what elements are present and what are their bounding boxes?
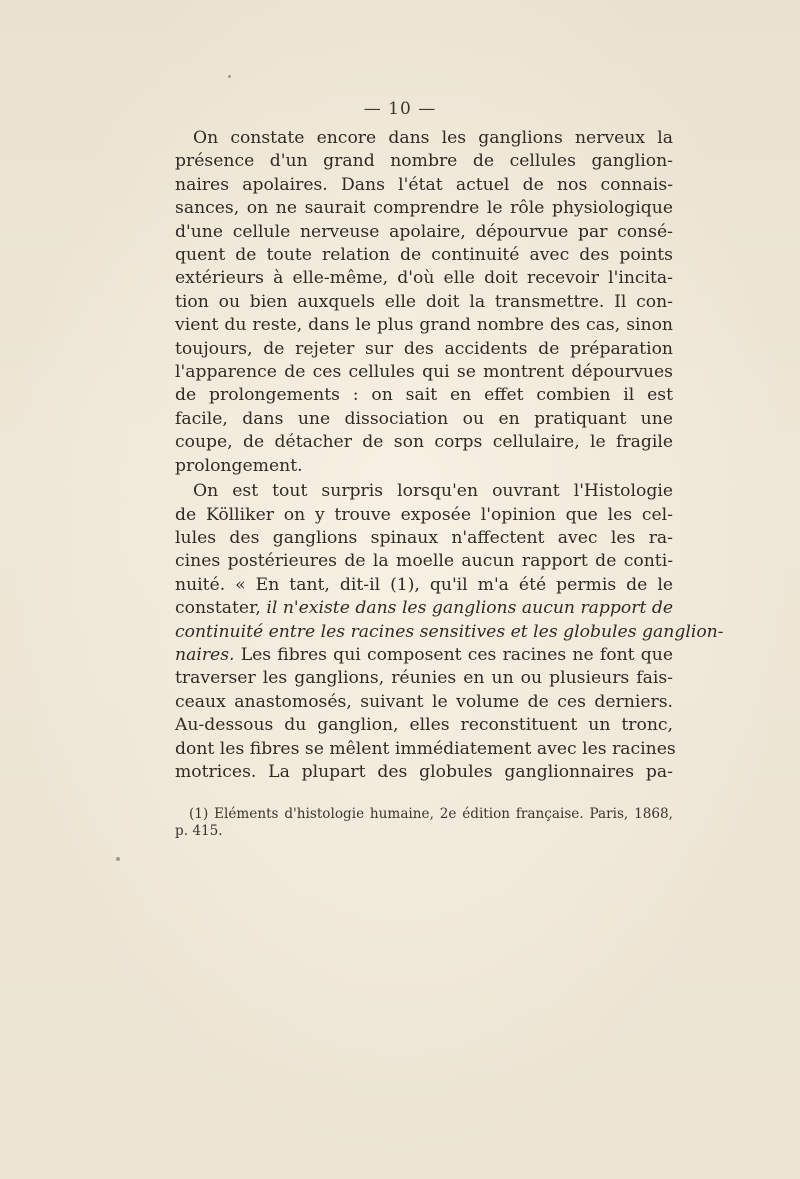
- text-line: l'apparence de ces cellules qui se montrent dépourvues: [175, 362, 673, 383]
- text-line: présence d'un grand nombre de cellules ganglion-: [175, 151, 673, 172]
- text-line-mixed: [175, 644, 673, 667]
- text-line: tion ou bien auxquels elle doit la transmettre. Il con-: [175, 291, 673, 312]
- text-line: cines postérieures de la moelle aucun rapport de conti-: [175, 551, 673, 572]
- text-line: d'une cellule nerveuse apolaire, dépourvue par consé-: [175, 221, 673, 242]
- text-line: coupe, de détacher de son corps cellulaire, le fragile: [175, 432, 673, 453]
- text-line-mixed: [175, 597, 673, 620]
- text-line: sances, on ne saurait comprendre le rôle physiologique: [175, 198, 673, 219]
- text-line: prolongement.: [175, 455, 303, 476]
- text-line: On constate encore dans les ganglions nerveux la: [193, 128, 673, 148]
- text-italic-quote: il n'existe dans les ganglions aucun rapport de: [266, 598, 674, 619]
- paragraph-1: [175, 127, 673, 478]
- text-line: facile, dans une dissociation ou en pratiquant une: [175, 408, 673, 429]
- text-line: toujours, de rejeter sur des accidents de préparation: [175, 338, 673, 359]
- text-line: traverser les ganglions, réunies en un ou plusieurs fais-: [175, 668, 673, 689]
- text-line: extérieurs à elle-même, d'où elle doit recevoir l'incita-: [175, 268, 673, 289]
- text-line: lules des ganglions spinaux n'affectent avec les ra-: [175, 527, 673, 548]
- text-line: vient du reste, dans le plus grand nombre des cas, sinon: [175, 315, 673, 336]
- text-italic-quote: naires.: [175, 644, 235, 665]
- paper-speck: [116, 857, 120, 861]
- text-line: dont les fibres se mêlent immédiatement avec les racines: [175, 738, 676, 759]
- text-line-italic: [175, 621, 724, 644]
- footnote-line: (1) Eléments d'histologie humaine, 2e édition française. Paris, 1868,: [189, 806, 673, 822]
- text-plain: constater,: [175, 598, 261, 619]
- text-line: Au-dessous du ganglion, elles reconstituent un tronc,: [175, 715, 673, 736]
- text-line: nuité. « En tant, dit-il (1), qu'il m'a été permis de le: [175, 574, 673, 595]
- text-line: quent de toute relation de continuité avec des points: [175, 245, 673, 266]
- body-text: [175, 127, 724, 784]
- text-line: On est tout surpris lorsqu'en ouvrant l'Histologie: [193, 481, 673, 502]
- text-plain: Les fibres qui composent ces racines ne font que: [240, 644, 673, 665]
- page-number: — 10 —: [363, 99, 437, 119]
- paper-speck: [228, 75, 231, 78]
- text-line: de Kölliker on y trouve exposée l'opinion que les cel-: [175, 504, 673, 525]
- paragraph-2: [175, 480, 724, 784]
- footnote-line: p. 415.: [175, 823, 223, 839]
- text-line: de prolongements : on sait en effet combien il est: [175, 385, 673, 406]
- text-line: naires apolaires. Dans l'état actuel de nos connais-: [175, 174, 673, 195]
- footnote: [175, 806, 673, 840]
- text-italic-quote: continuité entre les racines sensitives et les globules ganglion-: [175, 621, 724, 642]
- text-line: motrices. La plupart des globules ganglionnaires pa-: [175, 761, 673, 782]
- text-line: ceaux anastomosés, suivant le volume de ces derniers.: [175, 691, 673, 712]
